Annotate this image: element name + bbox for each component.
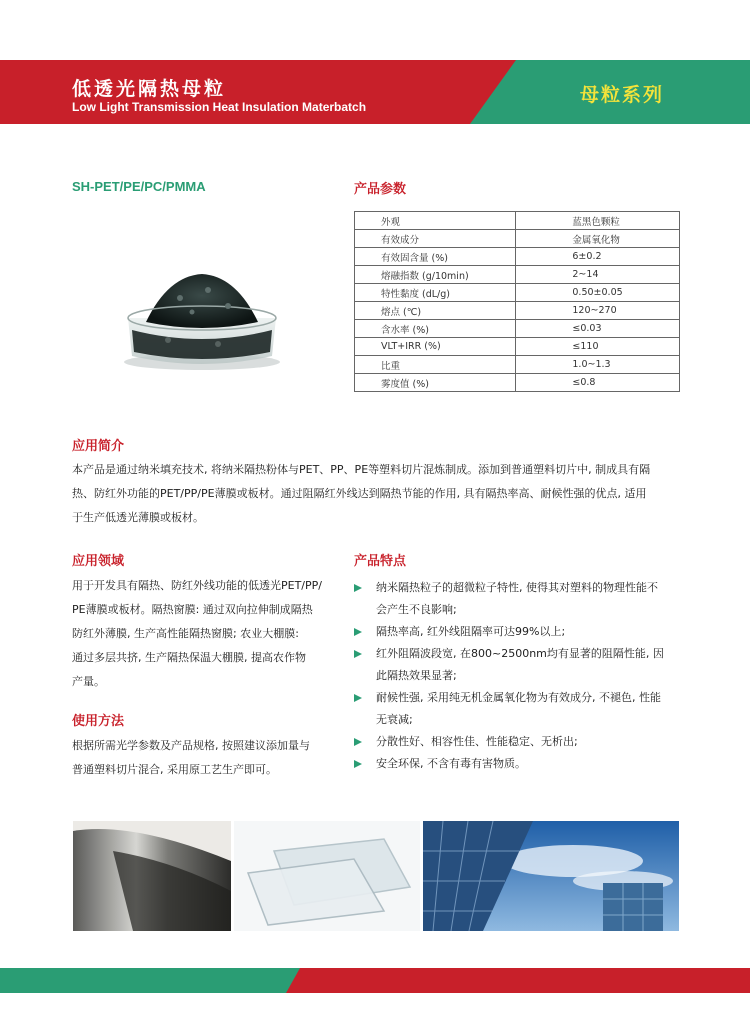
param-value: 6±0.2 <box>516 248 680 266</box>
feature-line: 纳米隔热粒子的超微粒子特性, 使得其对塑料的物理性能不 <box>376 581 658 594</box>
param-value: 2~14 <box>516 266 680 284</box>
param-value: 1.0~1.3 <box>516 356 680 374</box>
granules-photo <box>118 268 286 372</box>
feature-line: 耐候性强, 采用纯无机金属氧化物为有效成分, 不褪色, 性能 <box>376 691 661 704</box>
param-name: 有效成分 <box>355 230 516 248</box>
footer-banner <box>0 968 750 993</box>
application-text <box>72 574 347 694</box>
page-title: 低透光隔热母粒 <box>72 78 227 100</box>
intro-line: 本产品是通过纳米填充技术, 将纳米隔热粉体与PET、PP、PE等塑料切片混炼制成。添加到普通塑料切片中, 制成具有隔 <box>72 463 651 476</box>
application-line: 防红外薄膜, 生产高性能隔热窗膜; 农业大棚膜: <box>72 627 299 640</box>
product-model: SH-PET/PE/PC/PMMA <box>72 179 206 194</box>
series-label: 母粒系列 <box>580 84 665 106</box>
param-name: 特性黏度 (dL/g) <box>355 284 516 302</box>
arrow-bullet-icon <box>354 738 362 746</box>
usage-title: 使用方法 <box>72 714 125 729</box>
feature-item <box>354 753 694 775</box>
features-title: 产品特点 <box>354 554 407 569</box>
application-line: 产量。 <box>72 675 105 688</box>
params-row <box>355 284 680 302</box>
param-name: 外观 <box>355 212 516 230</box>
glass-building-photo <box>423 821 679 931</box>
usage-line: 根据所需光学参数及产品规格, 按照建议添加量与 <box>72 739 310 752</box>
arrow-bullet-icon <box>354 650 362 658</box>
params-row <box>355 230 680 248</box>
feature-item <box>354 621 694 643</box>
intro-text <box>72 458 692 530</box>
feature-line: 此隔热效果显著; <box>376 669 457 682</box>
param-value: 金属氧化物 <box>516 230 680 248</box>
intro-title: 应用简介 <box>72 439 125 454</box>
params-row <box>355 356 680 374</box>
arrow-bullet-icon <box>354 584 362 592</box>
param-name: 含水率 (%) <box>355 320 516 338</box>
param-value: ≤0.03 <box>516 320 680 338</box>
features-list <box>354 577 694 775</box>
feature-item <box>354 731 694 753</box>
usage-line: 普通塑料切片混合, 采用原工艺生产即可。 <box>72 763 277 776</box>
arrow-bullet-icon <box>354 760 362 768</box>
param-name: 熔融指数 (g/10min) <box>355 266 516 284</box>
application-line: PE薄膜或板材。隔热窗膜: 通过双向拉伸制成隔热 <box>72 603 313 616</box>
param-name: 熔点 (℃) <box>355 302 516 320</box>
params-row <box>355 212 680 230</box>
param-name: 比重 <box>355 356 516 374</box>
feature-line: 无衰减; <box>376 713 413 726</box>
param-name: VLT+IRR (%) <box>355 338 516 356</box>
params-table <box>354 211 680 392</box>
params-row <box>355 338 680 356</box>
feature-line: 安全环保, 不含有毒有害物质。 <box>376 757 526 770</box>
application-title: 应用领域 <box>72 554 125 569</box>
film-roll-photo <box>73 821 231 931</box>
page-subtitle: Low Light Transmission Heat Insulation Materbatch <box>72 100 367 114</box>
application-line: 用于开发具有隔热、防红外线功能的低透光PET/PP/ <box>72 579 322 592</box>
feature-item <box>354 687 694 731</box>
feature-item <box>354 643 694 687</box>
params-row <box>355 266 680 284</box>
feature-line: 红外阻隔波段宽, 在800~2500nm均有显著的阻隔性能, 因 <box>376 647 664 660</box>
params-row <box>355 248 680 266</box>
arrow-bullet-icon <box>354 628 362 636</box>
intro-line: 于生产低透光薄膜或板材。 <box>72 511 204 524</box>
param-value: 120~270 <box>516 302 680 320</box>
param-value: 蓝黑色颗粒 <box>516 212 680 230</box>
sheet-photo <box>234 821 420 931</box>
feature-line: 隔热率高, 红外线阻隔率可达99%以上; <box>376 625 566 638</box>
usage-text <box>72 734 347 782</box>
param-value: ≤0.8 <box>516 374 680 392</box>
arrow-bullet-icon <box>354 694 362 702</box>
param-name: 雾度值 (%) <box>355 374 516 392</box>
params-row <box>355 374 680 392</box>
param-value: 0.50±0.05 <box>516 284 680 302</box>
param-value: ≤110 <box>516 338 680 356</box>
params-row <box>355 302 680 320</box>
feature-item <box>354 577 694 621</box>
intro-line: 热、防红外功能的PET/PP/PE薄膜或板材。通过阻隔红外线达到隔热节能的作用, 具有隔热率高、耐候性强的优点, 适用 <box>72 487 647 500</box>
param-name: 有效固含量 (%) <box>355 248 516 266</box>
feature-line: 分散性好、相容性佳、性能稳定、无析出; <box>376 735 578 748</box>
application-line: 通过多层共挤, 生产隔热保温大棚膜, 提高农作物 <box>72 651 306 664</box>
params-title: 产品参数 <box>354 182 407 197</box>
params-row <box>355 320 680 338</box>
feature-line: 会产生不良影响; <box>376 603 457 616</box>
